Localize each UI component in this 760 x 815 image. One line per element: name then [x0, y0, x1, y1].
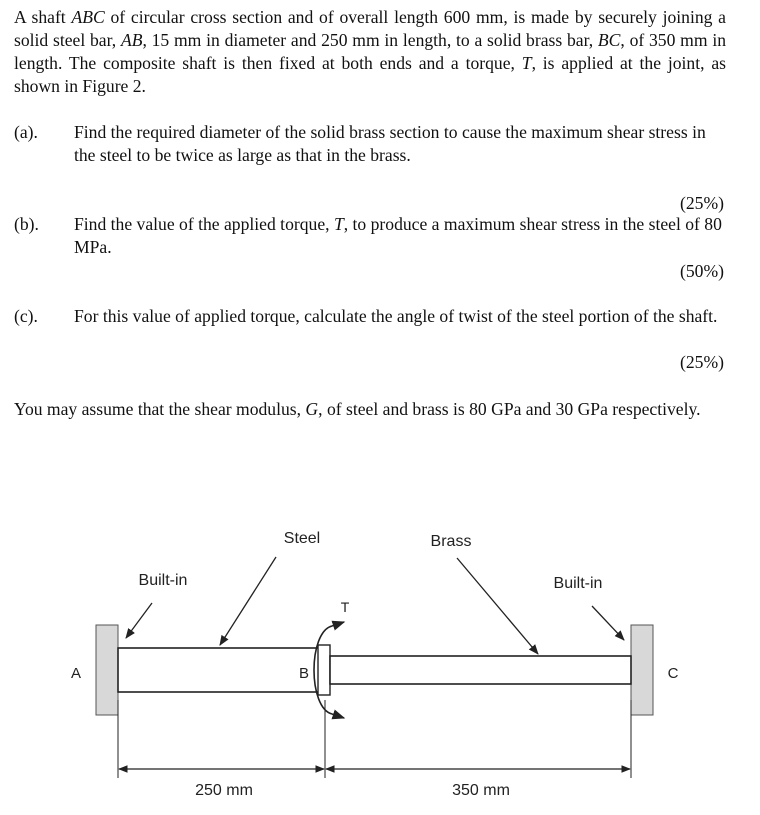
- dim-ab-label: 250 mm: [195, 782, 253, 799]
- brass-leader: [457, 558, 538, 654]
- joint-flange: [318, 645, 330, 695]
- left-wall-support: [96, 625, 118, 715]
- assumption-text: You may assume that the shear modulus, G, of steel and brass is 80 GPa and 30 GPa respectively.: [14, 399, 701, 419]
- builtin-right-label: Built-in: [553, 575, 603, 592]
- part-a-weight: (25%): [680, 193, 724, 213]
- steel-bar-ab: [118, 648, 321, 692]
- shaft-figure: [0, 500, 760, 815]
- part-label: (b).: [14, 214, 39, 234]
- right-wall-support: [631, 625, 653, 715]
- point-a-label: A: [70, 665, 82, 682]
- steel-label: Steel: [283, 530, 321, 547]
- brass-label: Brass: [430, 533, 472, 550]
- part-label: (a).: [14, 122, 38, 142]
- part-text: Find the value of the applied torque, T, to produce a maximum shear stress in the steel of 80 MPa.: [74, 214, 722, 257]
- part-c-weight: (25%): [680, 352, 724, 372]
- part-label: (c).: [14, 306, 38, 326]
- builtin-right-leader: [592, 606, 624, 640]
- builtin-left-leader: [126, 603, 152, 638]
- part-b-weight: (50%): [680, 261, 724, 281]
- part-text: Find the required diameter of the solid brass section to cause the maximum shear stress in the steel to be twice as large as that in the brass.: [74, 122, 706, 165]
- problem-intro: A shaft ABC of circular cross section and of overall length 600 mm, is made by securely joining a solid steel bar, AB, 15 mm in diameter and 250 mm in length, to a solid brass bar, BC, of 350 mm in length. The composite shaft is then fixed at both ends and a torque, T, is applied at the joint, as shown in Figure 2.: [14, 7, 727, 96]
- builtin-left-label: Built-in: [138, 572, 188, 589]
- point-b-label: B: [298, 665, 310, 682]
- steel-leader: [220, 557, 276, 645]
- brass-bar-bc: [330, 656, 631, 684]
- torque-arrow-top: [332, 622, 344, 626]
- point-c-label: C: [667, 665, 679, 682]
- dim-bc-label: 350 mm: [452, 782, 510, 799]
- torque-arrow-bottom: [332, 714, 344, 718]
- part-text: For this value of applied torque, calculate the angle of twist of the steel portion of the shaft.: [74, 306, 718, 326]
- torque-label: T: [340, 599, 350, 615]
